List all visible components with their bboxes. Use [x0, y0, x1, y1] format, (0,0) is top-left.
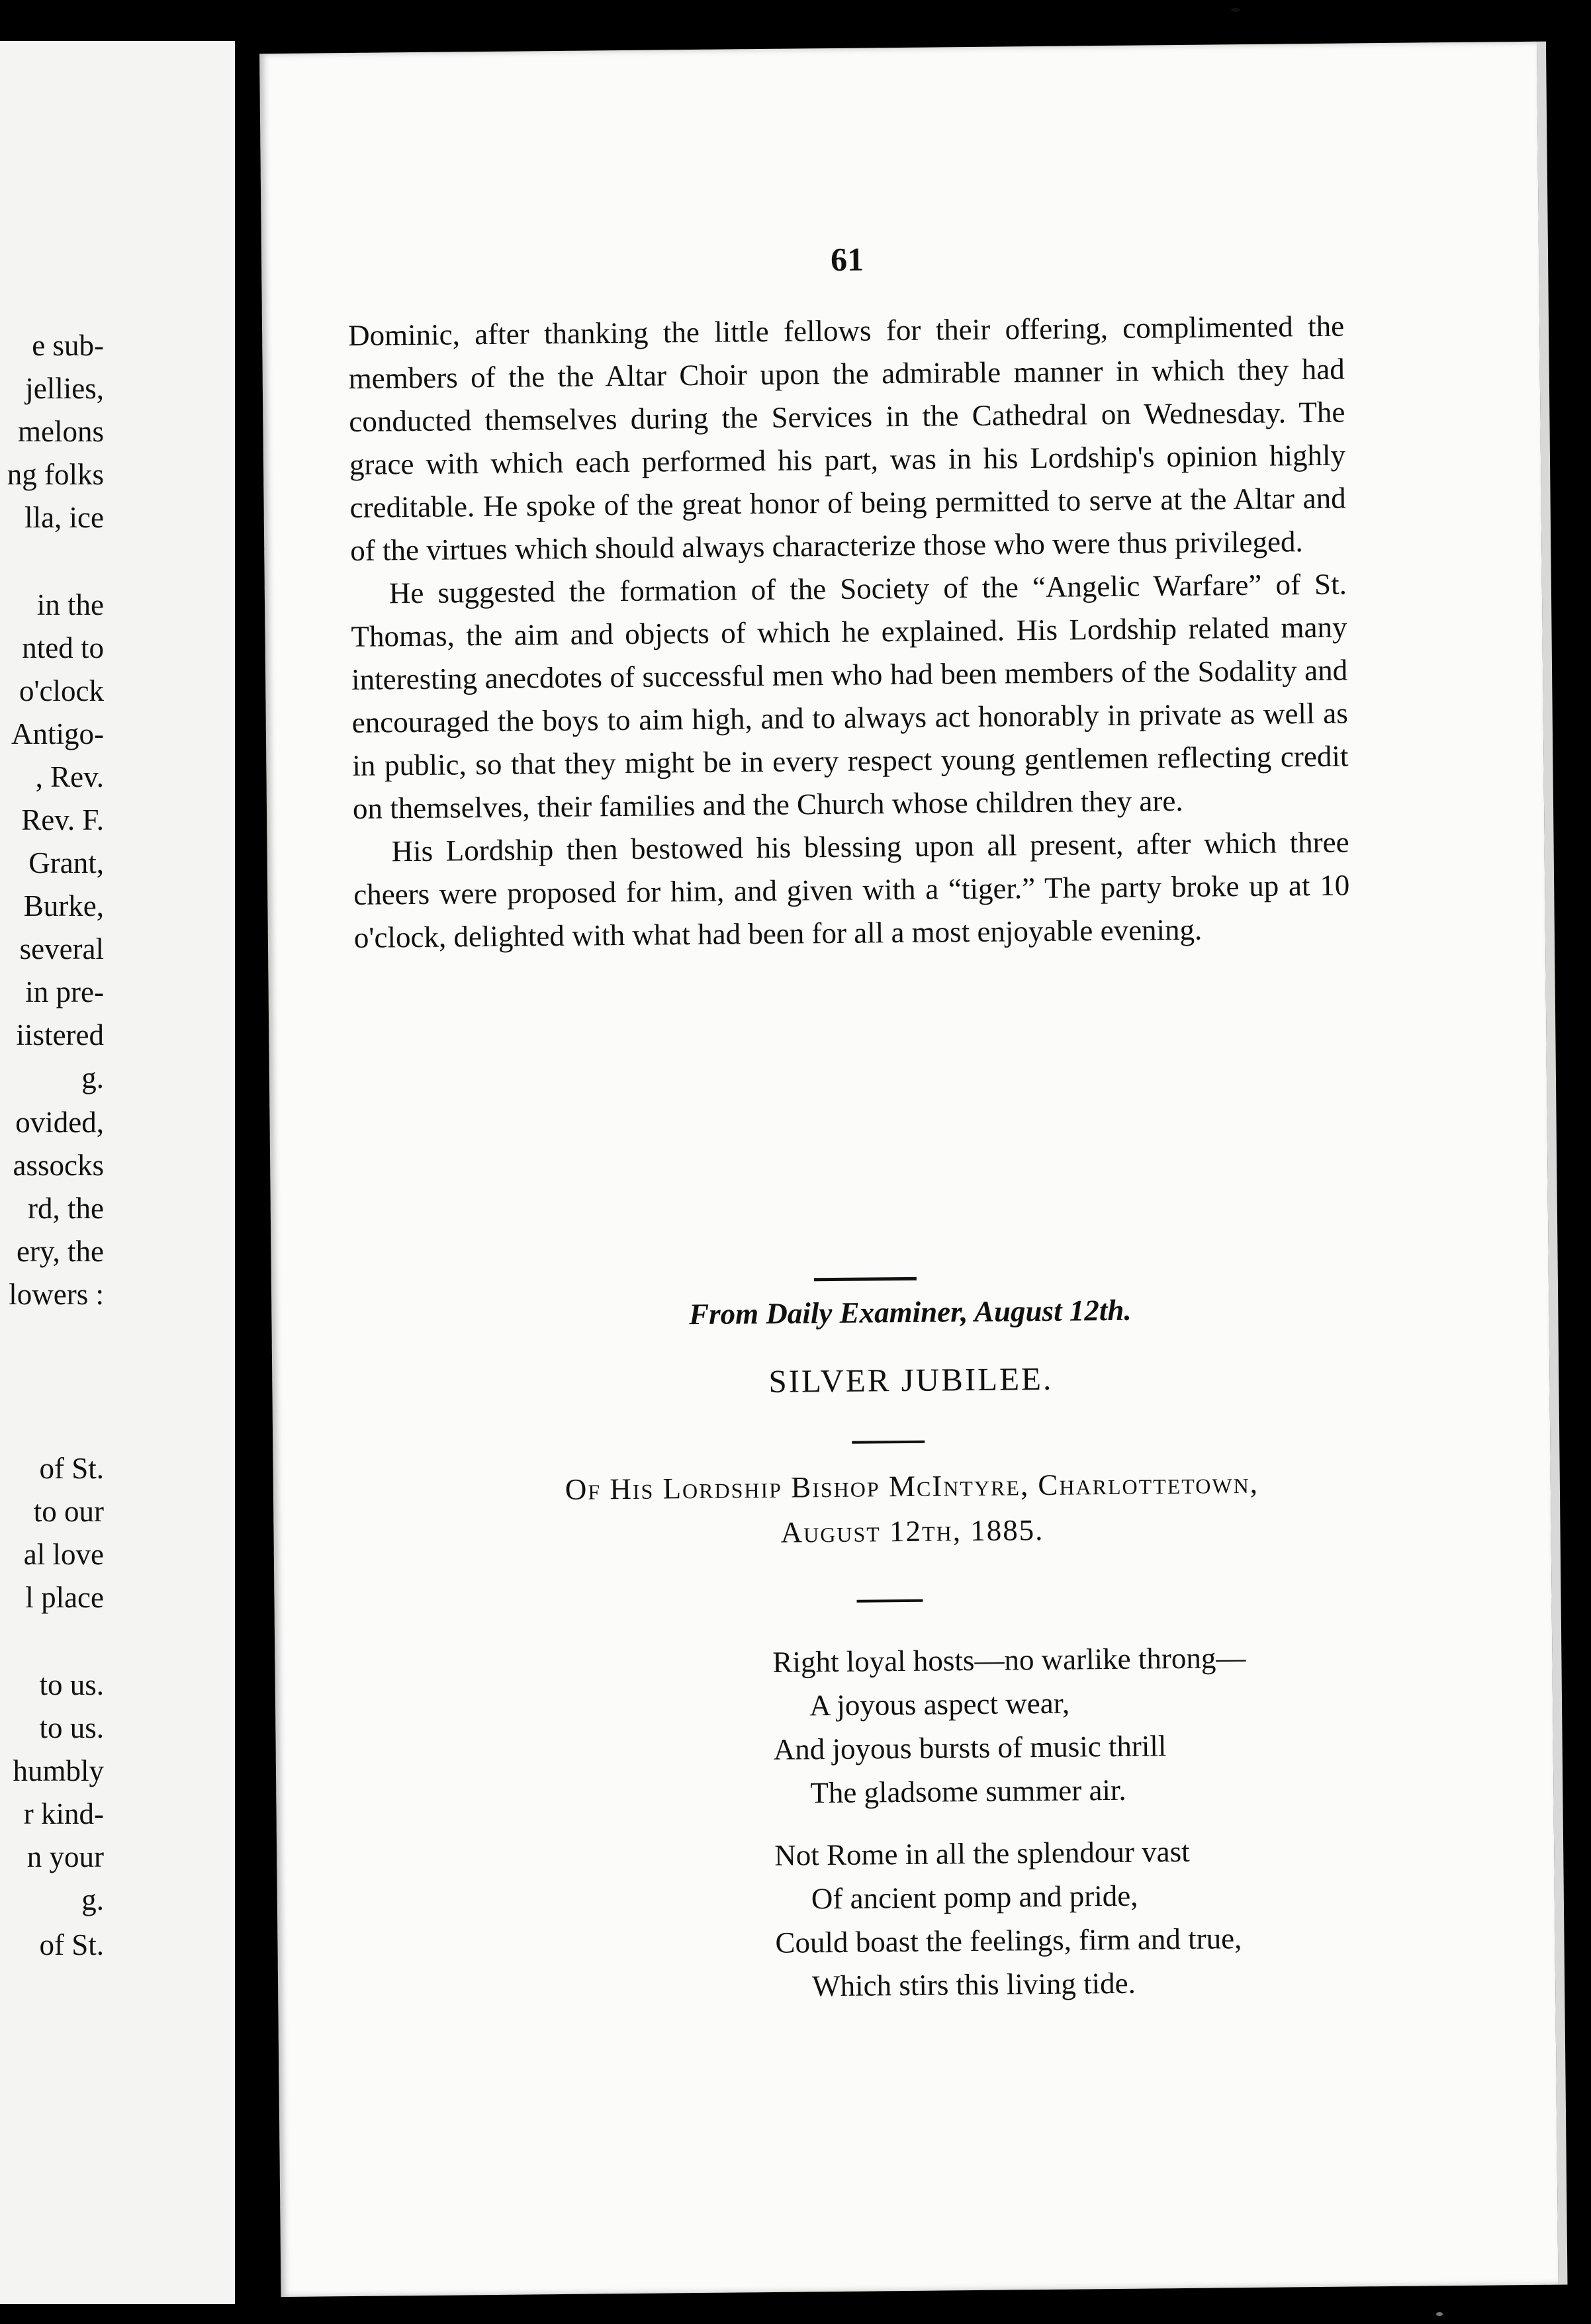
left-line: to us. [39, 1711, 104, 1744]
section-divider [814, 1277, 917, 1281]
paragraph: He suggested the formation of the Society of the “Angelic Warfare” of St. Thomas, the aim and objects of which he explained. His Lordship related many interesting anecdotes of successful men who had been members of the Sodality and encouraged the boys to aim high, and to always act honorably in private as well as in public, so that they might be in every respect young gentlemen reflecting credit on themselves, their families and the Church whose children they are. [351, 567, 1349, 825]
poem-line: Right loyal hosts—no warlike throng— [772, 1641, 1246, 1679]
left-line: lla, ice [24, 501, 104, 534]
page-number: 61 [830, 240, 864, 278]
poem-line: A joyous aspect wear, [809, 1686, 1070, 1722]
left-line: r kind- [23, 1797, 104, 1830]
left-line: o'clock [19, 674, 104, 707]
scan-speck [1231, 8, 1240, 12]
poem-stanza [772, 1636, 1247, 1815]
subtitle-divider [857, 1599, 923, 1603]
poem-stanza [774, 1829, 1249, 2008]
left-page-fragment [0, 41, 235, 2304]
poem-line: Of ancient pomp and pride, [811, 1879, 1138, 1916]
left-line: of St. [39, 1928, 104, 1961]
left-line: rd, the [28, 1192, 104, 1225]
left-line: nted to [22, 631, 104, 664]
left-line: Burke, [23, 889, 104, 922]
left-line: Grant, [28, 846, 104, 879]
left-line: jellies, [25, 372, 104, 405]
left-line: of St. [39, 1452, 104, 1485]
left-line: assocks [13, 1149, 104, 1182]
left-line: g. [81, 1883, 104, 1916]
scan-speck [1436, 2312, 1443, 2316]
poem-line: The gladsome summer air. [810, 1773, 1126, 1810]
left-line: n your [26, 1840, 104, 1873]
left-line: e sub- [32, 329, 104, 362]
left-line: , Rev. [35, 760, 104, 793]
left-line: g. [81, 1061, 104, 1095]
left-line: to our [33, 1495, 104, 1528]
left-line: in pre- [25, 975, 104, 1008]
left-line: Antigo- [11, 717, 104, 750]
poem-line: Could boast the feelings, firm and true, [775, 1922, 1242, 1959]
left-line: humbly [13, 1754, 104, 1787]
poem-line: And joyous bursts of music thrill [773, 1729, 1167, 1766]
left-line: in the [36, 588, 104, 621]
left-line: Rev. F. [21, 803, 104, 836]
poem-line: Which stirs this living tide. [811, 1966, 1136, 2003]
left-line: several [19, 932, 104, 965]
title-divider [852, 1441, 925, 1444]
left-line: al love [23, 1538, 104, 1571]
body-text [348, 305, 1350, 960]
subtitle-line: August 12th, 1885. [780, 1513, 1044, 1549]
left-line: l place [25, 1581, 104, 1614]
right-page [259, 42, 1558, 2297]
left-line: lowers : [9, 1278, 104, 1311]
paragraph: His Lordship then bestowed his blessing upon all present, after which three cheers were proposed for him, and given with a “tiger.” The party broke up at 10 o'clock, delighted with what had been for all a most enjoyable evening. [353, 825, 1350, 954]
paragraph: Dominic, after thanking the little fellows for their offering, complimented the members of the the Altar Choir upon the admirable manner in which they had conducted themselves during the Services in the Cathedral on Wednesday. The grace with which each performed his part, was in his Lordship's opinion highly creditable. He spoke of the great honor of being permitted to serve at the Altar and of the virtues which should always characterize those who were thus privileged. [347, 309, 1346, 567]
article-title: SILVER JUBILEE. [768, 1360, 1054, 1400]
left-line: melons [18, 415, 104, 448]
left-line: ovided, [15, 1106, 104, 1139]
article-subtitle [273, 1458, 1551, 1560]
source-line: From Daily Examiner, August 12th. [688, 1293, 1132, 1331]
left-line: iistered [16, 1018, 104, 1051]
left-line: to us. [39, 1668, 104, 1701]
book-gutter [235, 0, 260, 2324]
left-line: ng folks [7, 458, 104, 491]
poem-line: Not Rome in all the splendour vast [774, 1834, 1190, 1872]
poem [772, 1636, 1250, 2027]
left-line: ery, the [16, 1235, 104, 1268]
page-edge [1537, 42, 1568, 2285]
subtitle-line: Of His Lordship Bishop McIntyre, Charlottetown, [565, 1466, 1259, 1506]
